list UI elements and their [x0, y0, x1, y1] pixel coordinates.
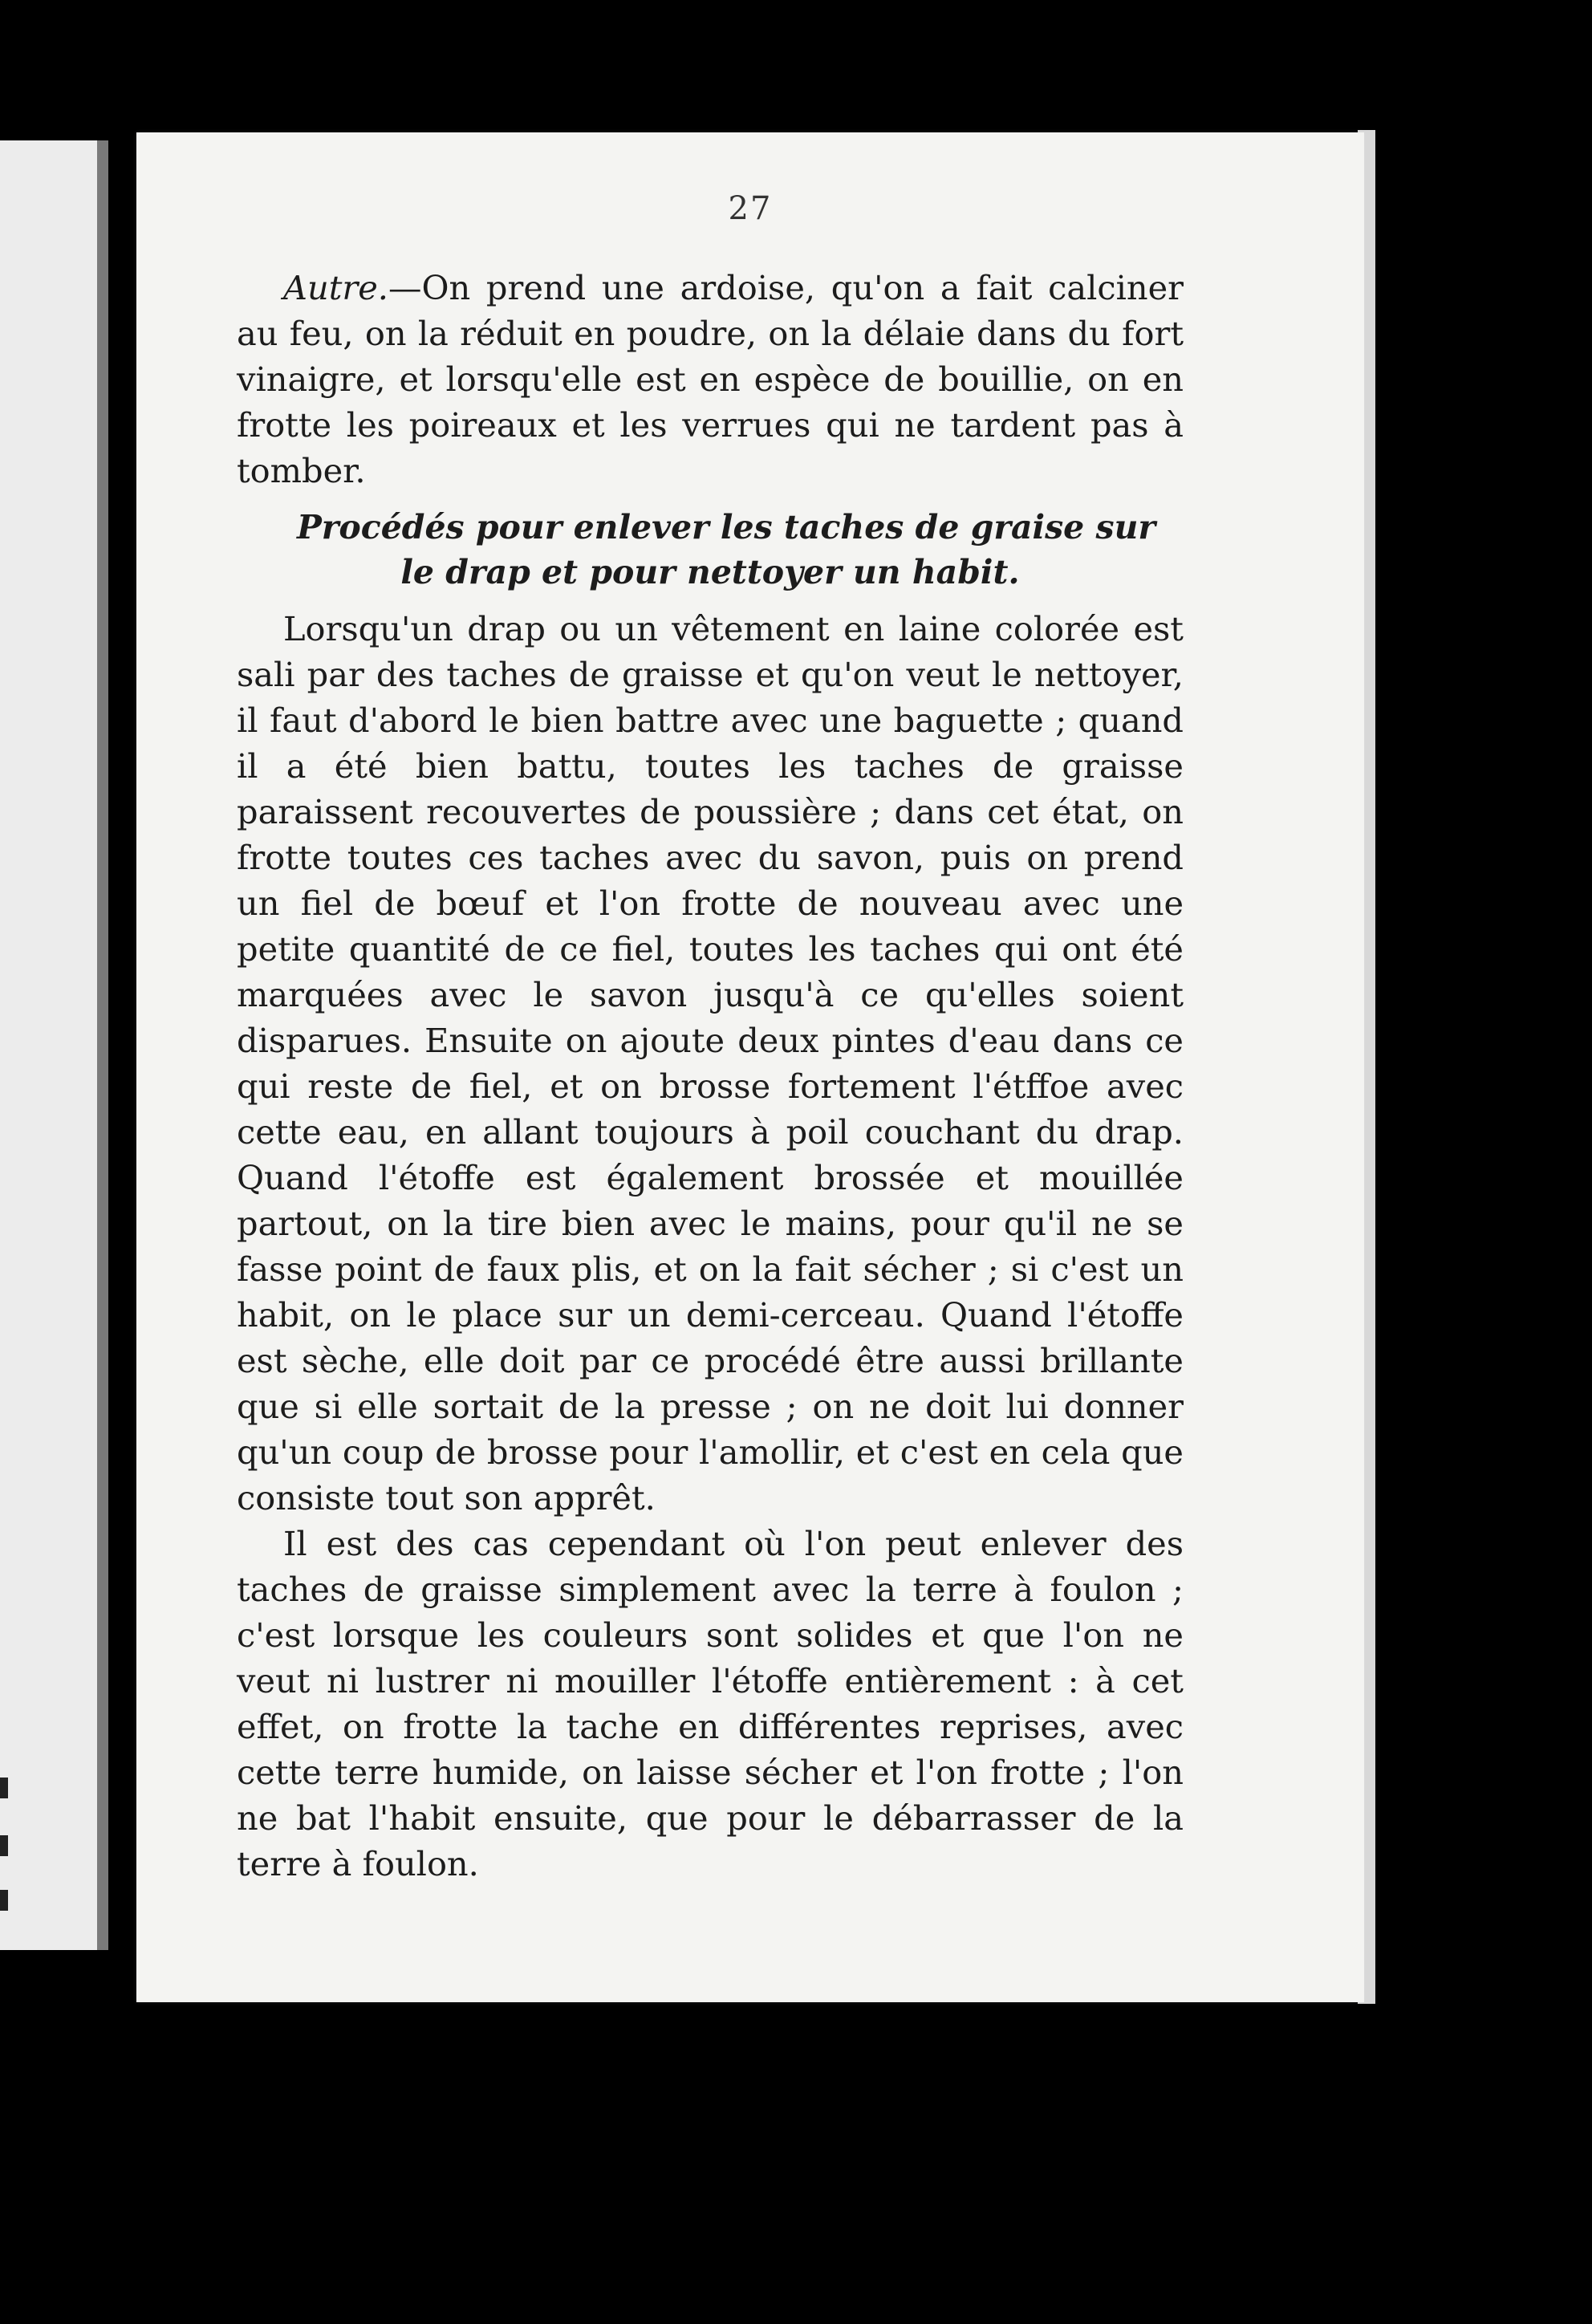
book-page	[136, 132, 1364, 2002]
margin-mark	[0, 1835, 8, 1856]
heading-line-2: le drap et pour nettoyer un habit.	[400, 553, 1020, 591]
page-number: 27	[728, 190, 773, 227]
margin-mark	[0, 1890, 8, 1911]
paragraph-autre	[237, 265, 1184, 494]
paragraph-text: —On prend une ardoise, qu'on a fait calciner au feu, on la réduit en poudre, on la délaie dans du fort vinaigre, et lorsqu'elle est en espèce de bouillie, on en frotte les poireaux et les verrues qui ne tardent pas à tomber.	[237, 268, 1184, 490]
paragraph-drap: Lorsqu'un drap ou un vêtement en laine colorée est sali par des taches de graisse et qu'on veut le nettoyer, il faut d'abord le bien battre avec une baguette ; quand il a été bien battu, toutes les taches de graisse paraissent recouvertes de poussière ; dans cet état, on frotte toutes ces taches avec du savon, puis on prend un fiel de bœuf et l'on frotte de nouveau avec une petite quantité de ce fiel, toutes les taches qui ont été marquées avec le savon jusqu'à ce qu'elles soient disparues. Ensuite on ajoute deux pintes d'eau dans ce qui reste de fiel, et on brosse fortement l'étffoe avec cette eau, en allant toujours à poil couchant du drap. Quand l'étoffe est également brossée et mouillée partout, on la tire bien avec le mains, pour qu'il ne se fasse point de faux plis, et on la fait sécher ; si c'est un habit, on le place sur un demi-cerceau. Quand l'étoffe est sèche, elle doit par ce procédé être aussi brillante que si elle sortait de la presse ; on ne doit lui donner qu'un coup de brosse pour l'amollir, et c'est en cela que consiste tout son apprêt.	[237, 609, 1184, 1518]
heading-line-1: Procédés pour enlever les taches de graise sur	[296, 508, 1156, 546]
paragraph-terre-a-foulon: Il est des cas cependant où l'on peut enlever des taches de graisse simplement avec la terre à foulon ; c'est lorsque les couleurs sont solides et que l'on ne veut ni lustrer ni mouiller l'étoffe entièrement : à cet effet, on frotte la tache en différentes reprises, avec cette terre humide, on laisse sécher et l'on frotte ; l'on ne bat l'habit ensuite, que pour le débarrasser de la terre à foulon.	[237, 1524, 1184, 1883]
page-text	[237, 265, 1184, 1887]
facing-page-fragment	[0, 140, 108, 1950]
paragraph-lead: Autre.	[283, 268, 388, 307]
book-spine	[97, 140, 108, 1950]
section-heading	[237, 505, 1184, 595]
margin-mark	[0, 1778, 8, 1798]
